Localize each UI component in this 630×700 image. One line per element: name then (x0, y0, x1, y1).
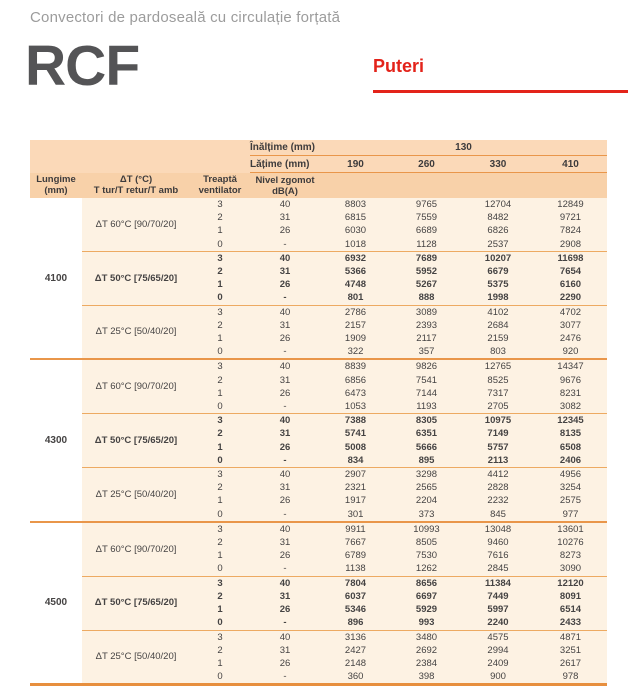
table-row (30, 576, 607, 590)
power-value-cell: 2113 (462, 454, 534, 468)
delta-t-cell: ΔT 25°C [50/40/20] (82, 630, 190, 685)
fan-step-cell: 2 (190, 536, 250, 549)
fan-step-cell: 2 (190, 481, 250, 494)
noise-level-cell: 26 (250, 657, 320, 670)
delta-t-cell: ΔT 25°C [50/40/20] (82, 305, 190, 359)
table-row (30, 468, 607, 482)
noise-level-cell: 31 (250, 644, 320, 657)
fan-step-cell: 1 (190, 603, 250, 616)
power-value-cell: 803 (462, 345, 534, 359)
power-value-cell: 4956 (534, 468, 607, 482)
power-value-cell: 10975 (462, 414, 534, 428)
fan-step-cell: 0 (190, 508, 250, 522)
power-value-cell: 2117 (391, 332, 462, 345)
delta-t-cell: ΔT 60°C [90/70/20] (82, 198, 190, 251)
power-value-cell: 9911 (320, 522, 391, 536)
power-value-cell: 2433 (534, 616, 607, 630)
fan-step-cell: 3 (190, 359, 250, 373)
noise-header-line2: dB(A) (272, 185, 298, 197)
power-value-cell: 4412 (462, 468, 534, 482)
noise-level-cell: - (250, 345, 320, 359)
noise-level-cell: 31 (250, 211, 320, 224)
noise-level-cell: - (250, 238, 320, 252)
noise-level-cell: 40 (250, 414, 320, 428)
power-value-cell: 7317 (462, 387, 534, 400)
fan-step-header-line2: ventilator (198, 185, 242, 197)
fan-step-cell: 2 (190, 211, 250, 224)
power-value-cell: 3090 (534, 562, 607, 576)
power-value-cell: 2575 (534, 494, 607, 507)
power-value-cell: 12345 (534, 414, 607, 428)
power-value-cell: 4748 (320, 278, 391, 291)
power-value-cell: 977 (534, 508, 607, 522)
fan-step-cell: 1 (190, 549, 250, 562)
power-value-cell: 12704 (462, 198, 534, 211)
power-value-cell: 3254 (534, 481, 607, 494)
power-value-cell: 5952 (391, 265, 462, 278)
fan-step-cell: 3 (190, 630, 250, 644)
fan-step-cell: 1 (190, 224, 250, 237)
width-col-330: 330 (462, 156, 534, 173)
noise-level-cell: 40 (250, 359, 320, 373)
power-value-cell: 896 (320, 616, 391, 630)
power-value-cell: 2409 (462, 657, 534, 670)
table-row (30, 251, 607, 265)
power-value-cell: 6689 (391, 224, 462, 237)
delta-t-header-line1: ΔT (°C) (119, 174, 153, 186)
power-value-cell: 845 (462, 508, 534, 522)
power-value-cell: 7388 (320, 414, 391, 428)
power-value-cell: 6160 (534, 278, 607, 291)
power-value-cell: 6508 (534, 441, 607, 454)
power-value-cell: 9765 (391, 198, 462, 211)
power-value-cell: 5008 (320, 441, 391, 454)
noise-level-cell: 26 (250, 549, 320, 562)
power-value-cell: 11698 (534, 251, 607, 265)
power-value-cell: 5346 (320, 603, 391, 616)
power-value-cell: 2786 (320, 305, 391, 319)
power-value-cell: 4871 (534, 630, 607, 644)
fan-step-cell: 3 (190, 198, 250, 211)
fan-step-cell: 2 (190, 374, 250, 387)
power-value-cell: 7616 (462, 549, 534, 562)
power-value-cell: 920 (534, 345, 607, 359)
power-value-cell: 900 (462, 670, 534, 685)
noise-level-cell: - (250, 291, 320, 305)
noise-level-cell: - (250, 562, 320, 576)
height-label: Înălțime (mm) (250, 140, 320, 156)
fan-step-cell: 3 (190, 522, 250, 536)
section-underline-rule (373, 90, 628, 93)
fan-step-cell: 1 (190, 657, 250, 670)
power-value-cell: 14347 (534, 359, 607, 373)
fan-step-cell: 2 (190, 590, 250, 603)
fan-step-header-line1: Treaptă (203, 174, 237, 186)
power-value-cell: 8505 (391, 536, 462, 549)
fan-step-cell: 1 (190, 387, 250, 400)
power-value-cell: 7541 (391, 374, 462, 387)
power-value-cell: 12120 (534, 576, 607, 590)
power-value-cell: 6697 (391, 590, 462, 603)
power-value-cell: 1138 (320, 562, 391, 576)
power-table (30, 140, 607, 686)
power-value-cell: 398 (391, 670, 462, 685)
power-value-cell: 2384 (391, 657, 462, 670)
noise-level-cell: 40 (250, 468, 320, 482)
width-col-190: 190 (320, 156, 391, 173)
power-value-cell: 1909 (320, 332, 391, 345)
fan-step-cell: 0 (190, 454, 250, 468)
power-value-cell: 1917 (320, 494, 391, 507)
table-row (30, 359, 607, 373)
noise-level-cell: 26 (250, 387, 320, 400)
noise-level-cell: 31 (250, 374, 320, 387)
section-title: Puteri (373, 56, 425, 76)
power-value-cell: 13048 (462, 522, 534, 536)
noise-level-cell: 26 (250, 332, 320, 345)
power-value-cell: 7144 (391, 387, 462, 400)
fan-step-cell: 0 (190, 562, 250, 576)
power-value-cell: 8231 (534, 387, 607, 400)
length-cell: 4300 (30, 359, 82, 521)
power-value-cell: 360 (320, 670, 391, 685)
power-value-cell: 4702 (534, 305, 607, 319)
noise-level-cell: 31 (250, 481, 320, 494)
power-value-cell: 12765 (462, 359, 534, 373)
power-value-cell: 2427 (320, 644, 391, 657)
power-value-cell: 2994 (462, 644, 534, 657)
power-value-cell: 801 (320, 291, 391, 305)
power-value-cell: 5267 (391, 278, 462, 291)
power-value-cell: 8135 (534, 427, 607, 440)
table-body (30, 198, 607, 685)
power-value-cell: 5997 (462, 603, 534, 616)
fan-step-cell: 0 (190, 616, 250, 630)
power-value-cell: 6815 (320, 211, 391, 224)
power-value-cell: 2240 (462, 616, 534, 630)
power-value-cell: 10993 (391, 522, 462, 536)
power-value-cell: 9460 (462, 536, 534, 549)
noise-level-cell: 40 (250, 576, 320, 590)
fan-step-cell: 0 (190, 670, 250, 685)
length-cell: 4500 (30, 522, 82, 685)
width-label: Lățime (mm) (250, 156, 320, 173)
power-value-cell: 2321 (320, 481, 391, 494)
length-header-line1: Lungime (36, 174, 76, 186)
power-value-cell: 2406 (534, 454, 607, 468)
noise-level-cell: 40 (250, 522, 320, 536)
power-value-cell: 3082 (534, 400, 607, 414)
power-value-cell: 12849 (534, 198, 607, 211)
power-value-cell: 5375 (462, 278, 534, 291)
fan-step-cell: 1 (190, 441, 250, 454)
width-col-260: 260 (391, 156, 462, 173)
power-value-cell: 1193 (391, 400, 462, 414)
power-value-cell: 3089 (391, 305, 462, 319)
fan-step-cell: 0 (190, 400, 250, 414)
power-value-cell: 5929 (391, 603, 462, 616)
power-value-cell: 7149 (462, 427, 534, 440)
power-value-cell: 5366 (320, 265, 391, 278)
noise-level-cell: 26 (250, 494, 320, 507)
power-value-cell: 2232 (462, 494, 534, 507)
power-value-cell: 7667 (320, 536, 391, 549)
power-value-cell: 834 (320, 454, 391, 468)
noise-column-header (250, 173, 320, 199)
power-value-cell: 13601 (534, 522, 607, 536)
power-value-cell: 2565 (391, 481, 462, 494)
power-value-cell: 7559 (391, 211, 462, 224)
noise-header-line1: Nivel zgomot (255, 174, 315, 186)
power-value-cell: 4575 (462, 630, 534, 644)
power-value-cell: 301 (320, 508, 391, 522)
power-value-cell: 11384 (462, 576, 534, 590)
power-value-cell: 1018 (320, 238, 391, 252)
power-value-cell: 2290 (534, 291, 607, 305)
fan-step-column-header (190, 173, 250, 199)
fan-step-cell: 0 (190, 238, 250, 252)
width-header-row (30, 156, 607, 173)
power-value-cell: 322 (320, 345, 391, 359)
power-value-cell: 895 (391, 454, 462, 468)
fan-step-cell: 3 (190, 305, 250, 319)
power-value-cell: 5757 (462, 441, 534, 454)
delta-t-cell: ΔT 50°C [75/65/20] (82, 251, 190, 305)
power-value-cell: 2204 (391, 494, 462, 507)
delta-t-cell: ΔT 50°C [75/65/20] (82, 414, 190, 468)
power-value-cell: 7824 (534, 224, 607, 237)
fan-step-cell: 1 (190, 494, 250, 507)
power-value-cell: 6473 (320, 387, 391, 400)
noise-level-cell: - (250, 508, 320, 522)
delta-t-cell: ΔT 60°C [90/70/20] (82, 522, 190, 576)
power-value-cell: 8525 (462, 374, 534, 387)
power-value-cell: 6679 (462, 265, 534, 278)
delta-t-cell: ΔT 25°C [50/40/20] (82, 468, 190, 522)
power-value-cell: 7530 (391, 549, 462, 562)
height-value: 130 (320, 140, 607, 156)
noise-level-cell: 31 (250, 590, 320, 603)
power-value-cell: 2908 (534, 238, 607, 252)
table-row (30, 522, 607, 536)
power-value-cell: 3251 (534, 644, 607, 657)
fan-step-cell: 0 (190, 345, 250, 359)
power-value-cell: 2159 (462, 332, 534, 345)
noise-level-cell: - (250, 670, 320, 685)
table-row (30, 630, 607, 644)
noise-level-cell: - (250, 400, 320, 414)
noise-level-cell: 40 (250, 251, 320, 265)
noise-level-cell: 40 (250, 198, 320, 211)
power-value-cell: 9721 (534, 211, 607, 224)
fan-step-cell: 3 (190, 468, 250, 482)
power-value-cell: 3480 (391, 630, 462, 644)
length-column-header (30, 173, 82, 199)
power-value-cell: 7449 (462, 590, 534, 603)
table-row (30, 305, 607, 319)
height-header-row (30, 140, 607, 156)
power-value-cell: 2157 (320, 319, 391, 332)
power-value-cell: 2828 (462, 481, 534, 494)
table-row (30, 414, 607, 428)
power-value-cell: 2692 (391, 644, 462, 657)
power-value-cell: 8482 (462, 211, 534, 224)
power-value-cell: 3298 (391, 468, 462, 482)
power-value-cell: 6030 (320, 224, 391, 237)
power-value-cell: 978 (534, 670, 607, 685)
power-value-cell: 2537 (462, 238, 534, 252)
table-header (30, 140, 607, 198)
fan-step-cell: 3 (190, 251, 250, 265)
delta-t-cell: ΔT 60°C [90/70/20] (82, 359, 190, 413)
length-cell: 4100 (30, 198, 82, 359)
power-value-cell: 9826 (391, 359, 462, 373)
noise-level-cell: 26 (250, 224, 320, 237)
power-value-cell: 1262 (391, 562, 462, 576)
fan-step-cell: 2 (190, 644, 250, 657)
power-value-cell: 2705 (462, 400, 534, 414)
noise-level-cell: 26 (250, 441, 320, 454)
noise-level-cell: 40 (250, 630, 320, 644)
fan-step-cell: 3 (190, 414, 250, 428)
fan-step-cell: 2 (190, 319, 250, 332)
power-value-cell: 2148 (320, 657, 391, 670)
fan-step-cell: 1 (190, 278, 250, 291)
power-value-cell: 6789 (320, 549, 391, 562)
power-value-cell: 7689 (391, 251, 462, 265)
page-subtitle: Convectori de pardoseală cu circulație forțată (30, 9, 341, 26)
power-value-cell: 3136 (320, 630, 391, 644)
power-value-cell: 888 (391, 291, 462, 305)
header-spacer (30, 156, 250, 173)
power-value-cell: 1128 (391, 238, 462, 252)
width-col-410: 410 (534, 156, 607, 173)
power-value-cell: 1053 (320, 400, 391, 414)
noise-level-cell: 26 (250, 603, 320, 616)
power-value-cell: 2845 (462, 562, 534, 576)
noise-level-cell: - (250, 616, 320, 630)
delta-t-cell: ΔT 50°C [75/65/20] (82, 576, 190, 630)
power-value-cell: 6514 (534, 603, 607, 616)
delta-t-header-line2: T tur/T retur/T amb (93, 185, 179, 197)
delta-t-column-header (82, 173, 190, 199)
power-value-cell: 7804 (320, 576, 391, 590)
power-value-cell: 4102 (462, 305, 534, 319)
noise-level-cell: - (250, 454, 320, 468)
power-value-cell: 993 (391, 616, 462, 630)
power-value-cell: 2684 (462, 319, 534, 332)
table-row (30, 198, 607, 211)
power-value-cell: 9676 (534, 374, 607, 387)
noise-level-cell: 31 (250, 265, 320, 278)
power-value-cell: 6351 (391, 427, 462, 440)
power-value-cell: 2393 (391, 319, 462, 332)
power-value-cell: 8273 (534, 549, 607, 562)
header-spacer (320, 173, 607, 199)
power-value-cell: 8839 (320, 359, 391, 373)
noise-level-cell: 31 (250, 536, 320, 549)
power-value-cell: 5741 (320, 427, 391, 440)
power-value-cell: 8091 (534, 590, 607, 603)
fan-step-cell: 2 (190, 427, 250, 440)
fan-step-cell: 1 (190, 332, 250, 345)
noise-level-cell: 31 (250, 319, 320, 332)
power-value-cell: 373 (391, 508, 462, 522)
column-labels-row (30, 173, 607, 199)
fan-step-cell: 3 (190, 576, 250, 590)
power-value-cell: 6856 (320, 374, 391, 387)
power-value-cell: 1998 (462, 291, 534, 305)
power-value-cell: 6932 (320, 251, 391, 265)
noise-level-cell: 31 (250, 427, 320, 440)
power-value-cell: 3077 (534, 319, 607, 332)
fan-step-cell: 2 (190, 265, 250, 278)
fan-step-cell: 0 (190, 291, 250, 305)
power-value-cell: 2476 (534, 332, 607, 345)
power-value-cell: 10276 (534, 536, 607, 549)
product-model-title: RCF (25, 34, 140, 98)
power-value-cell: 10207 (462, 251, 534, 265)
power-value-cell: 8305 (391, 414, 462, 428)
power-value-cell: 8656 (391, 576, 462, 590)
power-value-cell: 357 (391, 345, 462, 359)
power-value-cell: 5666 (391, 441, 462, 454)
noise-level-cell: 26 (250, 278, 320, 291)
noise-level-cell: 40 (250, 305, 320, 319)
length-header-line2: (mm) (44, 185, 68, 197)
power-value-cell: 7654 (534, 265, 607, 278)
header-spacer (30, 140, 250, 156)
power-value-cell: 8803 (320, 198, 391, 211)
power-value-cell: 2907 (320, 468, 391, 482)
power-value-cell: 2617 (534, 657, 607, 670)
power-value-cell: 6037 (320, 590, 391, 603)
power-value-cell: 6826 (462, 224, 534, 237)
